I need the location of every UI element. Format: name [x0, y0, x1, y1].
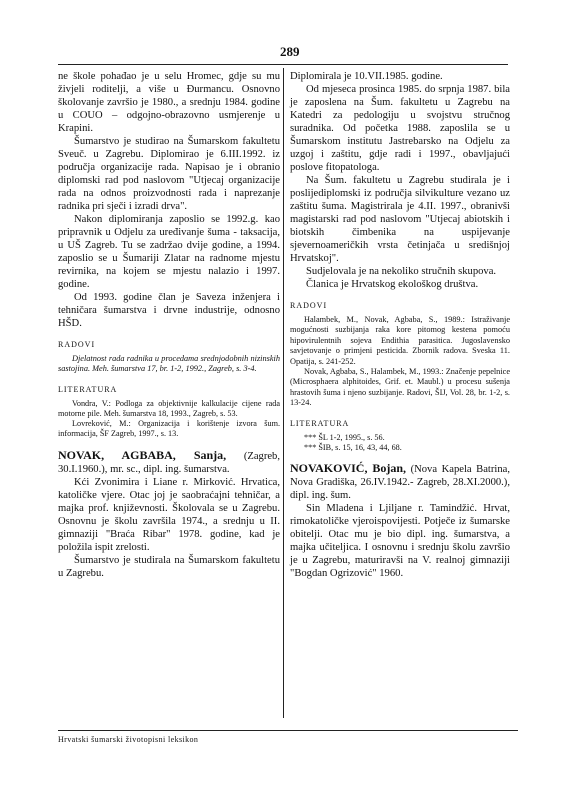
- reference-item: Halambek, M., Novak, Agbaba, S., 1989.: Istraživanje mogućnosti suzbijanja raka kore pitomog kestena pomoću hipovirulentnih sojeva Endithia parasitica. Jugoslavensko savjetovanje o primjeni pesticida. Zbornik radova. Sveska 11. Opatija, s. 241-252.: [290, 315, 510, 366]
- literature-item: *** ŠL 1-2, 1995., s. 56.: [304, 432, 385, 442]
- paragraph: Kći Zvonimira i Liane r. Mirković. Hrvatica, katoličke vjere. Otac joj je saobraćajni tehničar, a majka prof. književnosti. Školovala se u Zagrebu. Osnovnu je školu završila 1974., a srednju u II. gimnaziji "Braća Ribar" 1978. godine, kad je položila ispit zrelosti.: [58, 476, 280, 553]
- footer: Hrvatski šumarski životopisni leksikon: [58, 730, 518, 744]
- reference-item: Novak, Agbaba, S., Halambek, M., 1993.: Značenje pepelnice (Microsphaera alphitoides, Grif. et. Maubl.) u procesu sušenja hrastovih šuma i njeno suzbijanje. Radovi, ŠIJ, Vol. 28, br. 1-2, s. 13-24.: [290, 367, 510, 408]
- entry-head-text: (Zagreb, 30.I.1960.), mr. sc., dipl. ing. šumarstva.: [58, 450, 281, 475]
- literature-item: *** ŠIB, s. 15, 16, 43, 44, 68.: [304, 442, 402, 452]
- paragraph: Od 1993. godine član je Saveza inženjera i tehničara šumarstva i drvne industrije, odnosno HŠD.: [58, 292, 280, 329]
- header-rule: [58, 64, 508, 65]
- entry-head-text: (Nova Kapela Batrina, Nova Gradiška, 26.IV.1942.- Zagreb, 28.XI.2000.), dipl. ing. šum.: [290, 464, 510, 502]
- radovi-heading: RADOVI: [290, 301, 328, 310]
- paragraph: Diplomirala je 10.VII.1985. godine.: [290, 71, 443, 82]
- literature-item: Lovreković, M.: Organizacija i korištenje izvora šum. informacija, ŠF Zagreb, 1997., s. 13.: [58, 419, 280, 439]
- left-column: [58, 70, 280, 580]
- paragraph: Sin Mladena i Ljiljane r. Tamindžić. Hrvat, rimokatoličke vjeroispovijesti. Potječe iz šumarske obitelji. Otac mu je bio dipl. ing. šumarstva, a majka učiteljica. I osnovnu i srednju školu završio je u Zagrebu, maturiravši na V. realnoj gimnaziji "Bogdan Ogrizović" 1960.: [290, 503, 510, 580]
- entry-name: NOVAKOVIĆ, Bojan,: [290, 461, 407, 476]
- literature-item: Vondra, V.: Podloga za objektivnije kalkulacije cijene rada motorne pile. Meh. šumarstva 18, 1993., Zagreb, s. 53.: [58, 398, 280, 419]
- entry-heading: [290, 462, 510, 502]
- paragraph: Od mjeseca prosinca 1985. do srpnja 1987. bila je zaposlena na Šum. fakultetu u Zagrebu na Katedri za pedologiju u svojstvu stručnog suradnika. Od početka 1988. zaposlila se u Šumarskom institutu Jastrebarsko na Odjelu za uzgoj i zaštitu, gdje radi i 1997., obavljajući poslove fitopatologa.: [290, 84, 510, 173]
- right-column: [290, 70, 510, 580]
- entry-heading: [58, 449, 280, 476]
- reference-item: [58, 354, 280, 375]
- paragraph: Članica je Hrvatskog ekološkog društva.: [306, 279, 479, 290]
- radovi-heading: RADOVI: [58, 340, 96, 349]
- reference-text: Djelatnost rada radnika u procedama srednjodobnih nizinskih sastojina. Meh. šumarstva 17, br. 1-2, 1992., Zagreb, s. 3-4.: [58, 354, 280, 374]
- paragraph: Nakon diplomiranja zaposlio se 1992.g. kao pripravnik u Odjelu za uređivanje šuma - taksacija, u UŠ Zagreb. Tu se zadržao dvije godine, a 1994. zaposlio se u Šumariji Zlatar na radnome mjestu revirnika, na kojem se mjestu nalazio i 1997. godine.: [58, 214, 280, 290]
- column-divider: [283, 68, 284, 718]
- literatura-heading: LITERATURA: [58, 384, 118, 394]
- literatura-heading: LITERATURA: [290, 418, 350, 428]
- paragraph: Sudjelovala je na nekoliko stručnih skupova.: [306, 266, 497, 277]
- paragraph: Šumarstvo je studirala na Šumarskom fakultetu u Zagrebu.: [58, 554, 280, 579]
- entry-name: NOVAK, AGBABA, Sanja,: [58, 447, 227, 462]
- paragraph: Šumarstvo je studirao na Šumarskom fakultetu Sveuč. u Zagrebu. Diplomirao je 6.III.1992. iz područja organizacije rada. Napisao je i obranio diplomski rad pod naslovom "Utjecaj organizacije rada na odnos proizvodnosti rada i naprezanje radnika pri sječi i izradi drva".: [58, 136, 280, 212]
- paragraph: Na Šum. fakultetu u Zagrebu studirala je i poslijediplomski iz područja silvikulture vezano uz zaštitu šuma. Magistrirala je 4.II. 1997., obranivši magistarski rad pod naslovom "Utjecaj abiotskih i biotskih čimbenika na uspijevanje sjevernoameričkih vrsta četinjača u središnjoj Hrvatskoj".: [290, 175, 510, 264]
- page-number: 289: [280, 44, 300, 59]
- paragraph: ne škole pohađao je u selu Hromec, gdje su mu živjeli roditelji, a više u Đurmancu. Osnovno školovanje završio je 1980., a srednju 1984. godine u COUO – odgojno-obrazovno usmjerenje u Krapini.: [58, 71, 280, 134]
